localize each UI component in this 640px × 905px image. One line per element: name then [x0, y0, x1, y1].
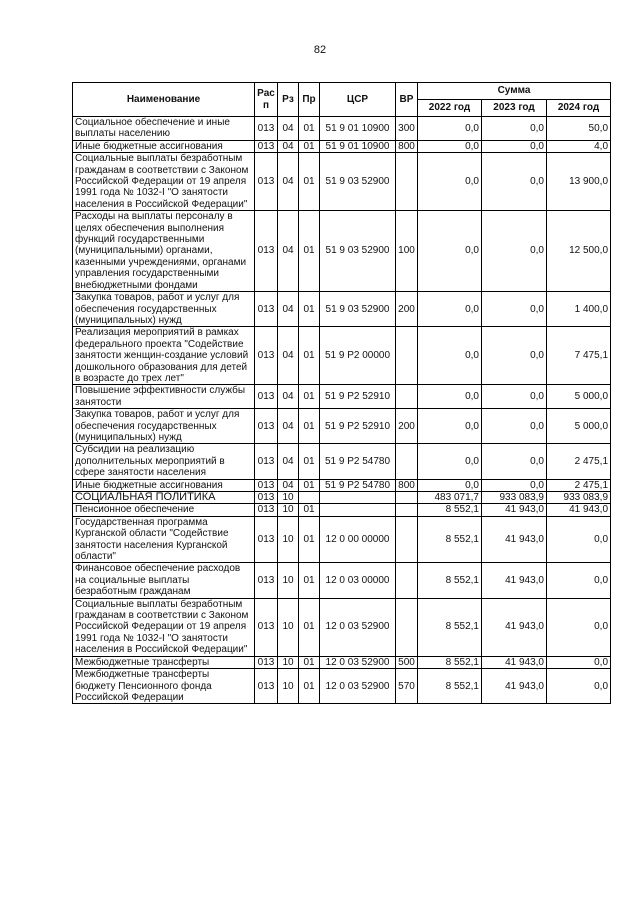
cell-csr: 51 9 P2 52910	[320, 409, 396, 444]
cell-rz: 10	[278, 504, 299, 516]
cell-name: Государственная программа Курганской области "Содействие занятости населения Курганской области"	[73, 516, 255, 563]
cell-rasp: 013	[255, 117, 278, 141]
cell-y2024: 1 400,0	[547, 292, 611, 327]
table-row	[73, 669, 611, 704]
cell-vr: 200	[396, 409, 418, 444]
cell-rasp: 013	[255, 140, 278, 152]
cell-y2022: 8 552,1	[418, 598, 482, 656]
cell-y2023: 0,0	[482, 292, 547, 327]
cell-rasp: 013	[255, 563, 278, 598]
cell-y2022: 8 552,1	[418, 656, 482, 668]
cell-rasp: 013	[255, 444, 278, 479]
cell-y2022: 0,0	[418, 409, 482, 444]
cell-y2023: 41 943,0	[482, 656, 547, 668]
cell-pr: 01	[299, 516, 320, 563]
table-row	[73, 492, 611, 504]
cell-rasp: 013	[255, 327, 278, 385]
cell-y2022: 8 552,1	[418, 504, 482, 516]
table-row	[73, 117, 611, 141]
cell-rz: 10	[278, 563, 299, 598]
cell-y2022: 8 552,1	[418, 516, 482, 563]
cell-csr: 51 9 P2 52910	[320, 385, 396, 409]
cell-pr: 01	[299, 669, 320, 704]
table-body	[73, 117, 611, 704]
cell-rz: 04	[278, 211, 299, 292]
cell-y2022: 8 552,1	[418, 563, 482, 598]
cell-csr: 51 9 03 52900	[320, 153, 396, 211]
cell-pr: 01	[299, 563, 320, 598]
cell-y2023: 0,0	[482, 479, 547, 491]
cell-csr: 51 9 01 10900	[320, 140, 396, 152]
cell-vr	[396, 492, 418, 504]
table-row	[73, 656, 611, 668]
cell-y2022: 0,0	[418, 153, 482, 211]
cell-rasp: 013	[255, 669, 278, 704]
table-row	[73, 598, 611, 656]
cell-vr: 500	[396, 656, 418, 668]
cell-name: Субсидии на реализацию дополнительных мероприятий в сфере занятости населения	[73, 444, 255, 479]
cell-name: Социальные выплаты безработным гражданам в соответствии с Законом Российской Федерации от 19 апреля 1991 года № 1032-I "О занятости населения в Российской Федерации"	[73, 598, 255, 656]
cell-pr: 01	[299, 140, 320, 152]
cell-name: Реализация мероприятий в рамках федерального проекта "Содействие занятости женщин-создание условий дошкольного образования для детей в возрасте до трех лет"	[73, 327, 255, 385]
cell-rasp: 013	[255, 211, 278, 292]
cell-pr: 01	[299, 409, 320, 444]
table-row	[73, 409, 611, 444]
header-vr: ВР	[396, 83, 418, 117]
cell-y2022: 0,0	[418, 385, 482, 409]
cell-vr	[396, 444, 418, 479]
cell-y2023: 41 943,0	[482, 598, 547, 656]
cell-csr	[320, 492, 396, 504]
cell-name: Расходы на выплаты персоналу в целях обеспечения выполнения функций государственными (муниципальными) органами, казенными учреждениями, органами управления государственными внебюджетными фондами	[73, 211, 255, 292]
cell-y2022: 0,0	[418, 327, 482, 385]
cell-name: Закупка товаров, работ и услуг для обеспечения государственных (муниципальных) нужд	[73, 292, 255, 327]
cell-y2024: 5 000,0	[547, 385, 611, 409]
cell-pr: 01	[299, 656, 320, 668]
cell-name: Закупка товаров, работ и услуг для обеспечения государственных (муниципальных) нужд	[73, 409, 255, 444]
cell-name: Иные бюджетные ассигнования	[73, 479, 255, 491]
cell-rz: 04	[278, 409, 299, 444]
cell-vr	[396, 327, 418, 385]
cell-rz: 10	[278, 656, 299, 668]
cell-rasp: 013	[255, 292, 278, 327]
cell-y2023: 0,0	[482, 140, 547, 152]
cell-vr: 200	[396, 292, 418, 327]
cell-y2022: 8 552,1	[418, 669, 482, 704]
cell-y2023: 41 943,0	[482, 563, 547, 598]
cell-rz: 10	[278, 516, 299, 563]
header-sum: Сумма	[418, 83, 611, 100]
table-row	[73, 140, 611, 152]
cell-vr	[396, 598, 418, 656]
page-number: 82	[313, 44, 327, 56]
header-2022: 2022 год	[418, 100, 482, 117]
cell-pr: 01	[299, 211, 320, 292]
cell-pr: 01	[299, 504, 320, 516]
cell-vr: 570	[396, 669, 418, 704]
cell-pr: 01	[299, 327, 320, 385]
cell-y2022: 0,0	[418, 444, 482, 479]
table-row	[73, 516, 611, 563]
cell-csr: 51 9 P2 00000	[320, 327, 396, 385]
cell-y2023: 0,0	[482, 327, 547, 385]
cell-rz: 04	[278, 117, 299, 141]
cell-y2024: 5 000,0	[547, 409, 611, 444]
cell-csr: 51 9 P2 54780	[320, 479, 396, 491]
cell-y2024: 0,0	[547, 656, 611, 668]
cell-y2023: 933 083,9	[482, 492, 547, 504]
cell-y2023: 41 943,0	[482, 516, 547, 563]
cell-name: Пенсионное обеспечение	[73, 504, 255, 516]
cell-y2024: 0,0	[547, 598, 611, 656]
cell-name: Межбюджетные трансферты	[73, 656, 255, 668]
cell-name: Повышение эффективности службы занятости	[73, 385, 255, 409]
cell-rasp: 013	[255, 598, 278, 656]
cell-name: Финансовое обеспечение расходов на социальные выплаты безработным гражданам	[73, 563, 255, 598]
cell-vr	[396, 153, 418, 211]
cell-csr: 12 0 03 52900	[320, 656, 396, 668]
cell-y2024: 41 943,0	[547, 504, 611, 516]
cell-y2024: 2 475,1	[547, 479, 611, 491]
cell-y2024: 13 900,0	[547, 153, 611, 211]
table-row	[73, 153, 611, 211]
table-row	[73, 292, 611, 327]
cell-y2024: 0,0	[547, 669, 611, 704]
cell-y2022: 483 071,7	[418, 492, 482, 504]
cell-rz: 10	[278, 669, 299, 704]
cell-rasp: 013	[255, 479, 278, 491]
cell-vr: 800	[396, 140, 418, 152]
cell-rasp: 013	[255, 516, 278, 563]
cell-y2023: 41 943,0	[482, 504, 547, 516]
cell-csr: 12 0 03 52900	[320, 669, 396, 704]
cell-y2024: 0,0	[547, 516, 611, 563]
table-row	[73, 211, 611, 292]
cell-csr: 51 9 03 52900	[320, 292, 396, 327]
cell-rz: 04	[278, 153, 299, 211]
cell-rz: 04	[278, 479, 299, 491]
cell-csr: 51 9 01 10900	[320, 117, 396, 141]
cell-rz: 04	[278, 444, 299, 479]
cell-name: Социальное обеспечение и иные выплаты населению	[73, 117, 255, 141]
cell-csr: 51 9 03 52900	[320, 211, 396, 292]
cell-name: Социальные выплаты безработным гражданам в соответствии с Законом Российской Федерации от 19 апреля 1991 года № 1032-I "О занятости населения в Российской Федерации"	[73, 153, 255, 211]
header-pr: Пр	[299, 83, 320, 117]
cell-rasp: 013	[255, 409, 278, 444]
table-row	[73, 444, 611, 479]
budget-table	[72, 82, 611, 704]
cell-pr: 01	[299, 444, 320, 479]
cell-vr	[396, 385, 418, 409]
cell-y2023: 0,0	[482, 409, 547, 444]
cell-rasp: 013	[255, 153, 278, 211]
cell-y2024: 12 500,0	[547, 211, 611, 292]
cell-csr: 12 0 00 00000	[320, 516, 396, 563]
cell-rasp: 013	[255, 656, 278, 668]
table-row	[73, 385, 611, 409]
cell-pr: 01	[299, 153, 320, 211]
cell-rz: 04	[278, 327, 299, 385]
cell-vr	[396, 516, 418, 563]
header-2023: 2023 год	[482, 100, 547, 117]
cell-rz: 04	[278, 140, 299, 152]
cell-name: СОЦИАЛЬНАЯ ПОЛИТИКА	[73, 492, 255, 504]
table-row	[73, 479, 611, 491]
cell-y2023: 0,0	[482, 153, 547, 211]
cell-y2023: 41 943,0	[482, 669, 547, 704]
cell-y2023: 0,0	[482, 444, 547, 479]
cell-pr: 01	[299, 292, 320, 327]
cell-y2024: 0,0	[547, 563, 611, 598]
cell-y2022: 0,0	[418, 140, 482, 152]
cell-rz: 04	[278, 385, 299, 409]
cell-vr: 300	[396, 117, 418, 141]
cell-rasp: 013	[255, 504, 278, 516]
cell-csr: 12 0 03 00000	[320, 563, 396, 598]
cell-pr: 01	[299, 385, 320, 409]
cell-csr: 12 0 03 52900	[320, 598, 396, 656]
cell-vr: 100	[396, 211, 418, 292]
cell-y2023: 0,0	[482, 211, 547, 292]
cell-pr: 01	[299, 479, 320, 491]
cell-y2024: 4,0	[547, 140, 611, 152]
cell-rz: 10	[278, 492, 299, 504]
cell-pr: 01	[299, 117, 320, 141]
cell-rasp: 013	[255, 385, 278, 409]
header-rz: Рз	[278, 83, 299, 117]
cell-y2024: 7 475,1	[547, 327, 611, 385]
cell-y2024: 50,0	[547, 117, 611, 141]
table-row	[73, 504, 611, 516]
cell-csr: 51 9 P2 54780	[320, 444, 396, 479]
cell-rz: 04	[278, 292, 299, 327]
cell-y2022: 0,0	[418, 117, 482, 141]
cell-pr: 01	[299, 598, 320, 656]
cell-pr	[299, 492, 320, 504]
cell-rasp: 013	[255, 492, 278, 504]
cell-rz: 10	[278, 598, 299, 656]
cell-name: Иные бюджетные ассигнования	[73, 140, 255, 152]
cell-y2022: 0,0	[418, 479, 482, 491]
cell-vr: 800	[396, 479, 418, 491]
table-row	[73, 327, 611, 385]
cell-vr	[396, 504, 418, 516]
table-header	[73, 83, 611, 117]
cell-name: Межбюджетные трансферты бюджету Пенсионного фонда Российской Федерации	[73, 669, 255, 704]
cell-y2024: 933 083,9	[547, 492, 611, 504]
cell-y2024: 2 475,1	[547, 444, 611, 479]
cell-vr	[396, 563, 418, 598]
cell-y2022: 0,0	[418, 211, 482, 292]
header-2024: 2024 год	[547, 100, 611, 117]
cell-y2022: 0,0	[418, 292, 482, 327]
cell-csr	[320, 504, 396, 516]
cell-y2023: 0,0	[482, 117, 547, 141]
table-row	[73, 563, 611, 598]
cell-y2023: 0,0	[482, 385, 547, 409]
header-rasp: Рас п	[255, 83, 278, 117]
header-name: Наименование	[73, 83, 255, 117]
header-csr: ЦСР	[320, 83, 396, 117]
